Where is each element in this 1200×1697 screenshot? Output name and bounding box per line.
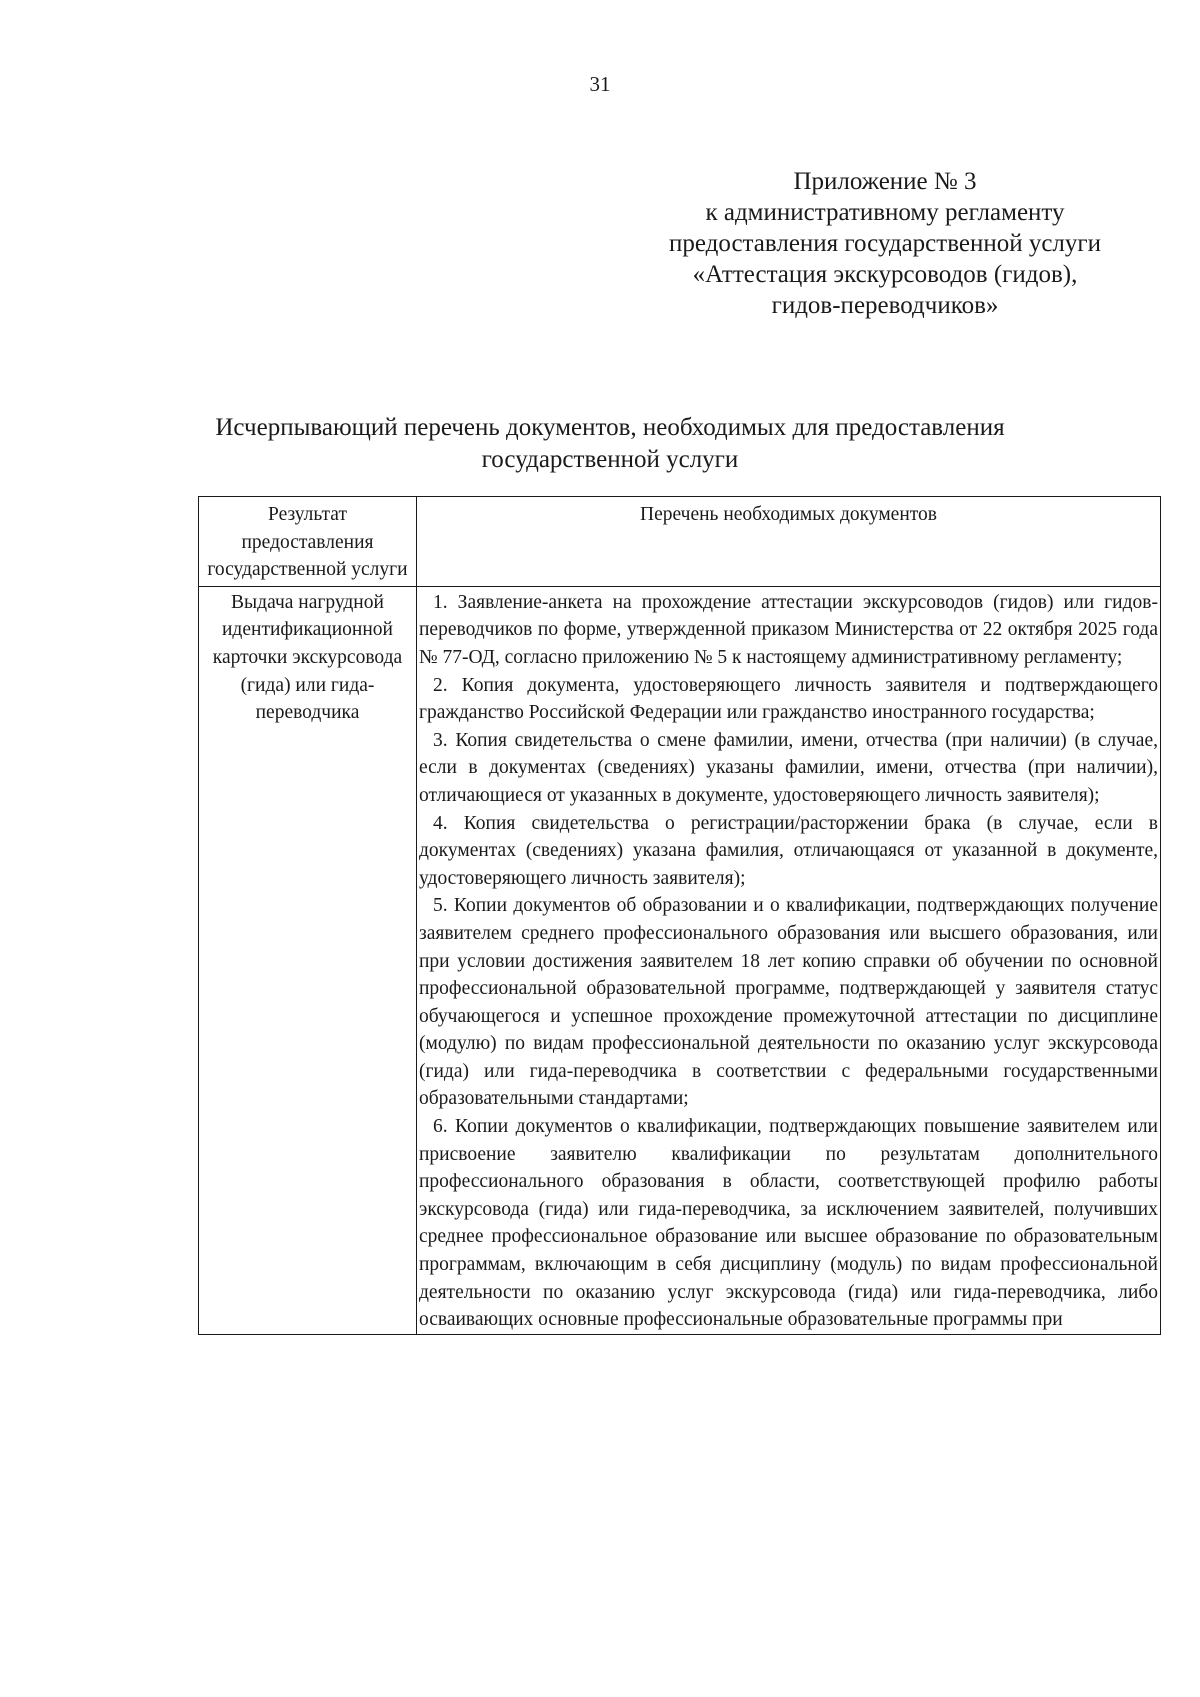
result-cell: Выдача нагрудной идентификационной карточки экскурсовода (гида) или гида-переводчика [199,586,417,1334]
appendix-line: «Аттестация экскурсоводов (гидов), [692,261,1078,288]
documents-cell [417,586,1161,1334]
document-title [160,412,1060,476]
document-item: 3. Копия свидетельства о смене фамилии, имени, отчества (при наличии) (в случае, если в документах (сведениях) указаны фамилии, имени, отчества (при наличии), отличающиеся от указанных в документе, удостоверяющего личность заявителя); [419,729,1158,806]
document-item: 4. Копия свидетельства о регистрации/расторжении брака (в случае, если в документах (сведениях) указана фамилия, отличающаяся от указанной в документе, удостоверяющего личность заявителя); [419,812,1158,889]
document-item: 6. Копии документов о квалификации, подтверждающих повышение заявителем или присвоение заявителю квалификации по результатам дополнительного профессионального образования в области, соответствующей профилю работы экскурсовода (гида) или гида-переводчика, за исключением заявителей, получивших среднее профессиональное образование или высшее образование по образовательным программам, включающим в себя дисциплину (модуль) по видам профессиональной деятельности по оказанию услуг экскурсовода (гида) или гида-переводчика, либо осваивающих основные профессиональные образовательные программы при [419,1116,1158,1331]
title-line: Исчерпывающий перечень документов, необходимых для предоставления [215,414,1005,441]
appendix-header [620,166,1150,321]
appendix-line: предоставления государственной услуги [668,230,1102,257]
title-line: государственной услуги [481,446,739,473]
appendix-line: к административному регламенту [705,199,1065,226]
appendix-line: Приложение № 3 [793,168,977,195]
header-documents: Перечень необходимых документов [417,497,1161,587]
header-result: Результат предоставления государственной услуги [199,497,417,587]
document-item: 2. Копия документа, удостоверяющего личность заявителя и подтверждающего гражданство Российской Федерации или гражданство иностранного государства; [419,674,1158,724]
table-header-row [199,497,1161,587]
appendix-line: гидов-переводчиков» [771,292,999,319]
document-item: 1. Заявление-анкета на прохождение аттестации экскурсоводов (гидов) или гидов-переводчиков по форме, утвержденной приказом Министерства от 22 октября 2025 года № 77-ОД, согласно приложению № 5 к настоящему административному регламенту; [419,591,1158,668]
page-number: 31 [589,72,611,96]
table-row [199,586,1161,1334]
documents-table [198,496,1161,1335]
document-item: 5. Копии документов об образовании и о квалификации, подтверждающих получение заявителем среднего профессионального образования или высшего образования, или при условии достижения заявителем 18 лет копию справки об обучении по основной профессиональной образовательной программе, подтверждающей у заявителя статус обучающегося и успешное прохождение промежуточной аттестации по дисциплине (модулю) по видам профессиональной деятельности по оказанию услуг экскурсовода (гида) или гида-переводчика в соответствии с федеральными государственными образовательными стандартами; [419,895,1158,1110]
